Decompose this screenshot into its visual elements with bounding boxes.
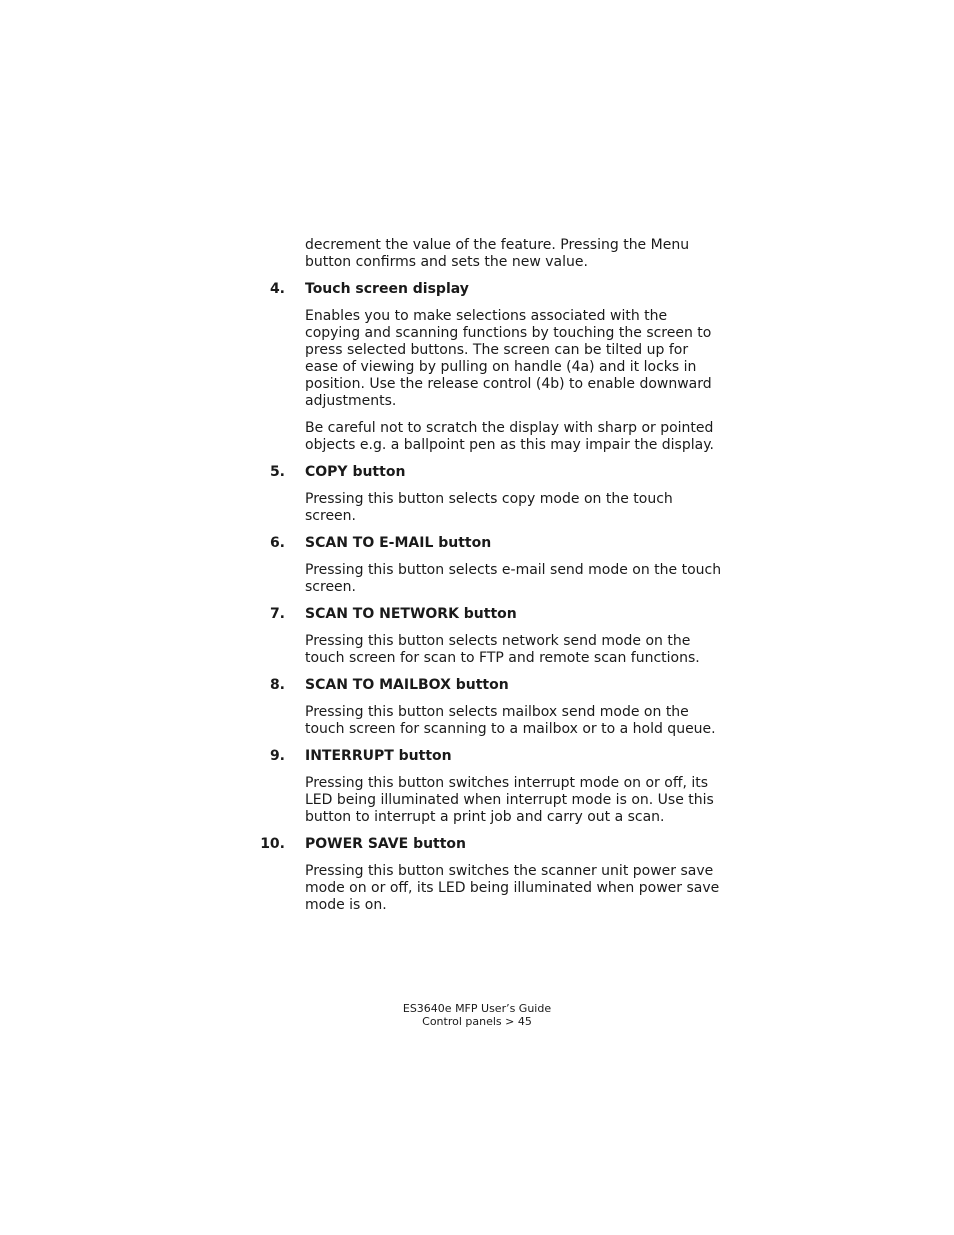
item-title: INTERRUPT button	[305, 748, 452, 764]
item-title: SCAN TO NETWORK button	[305, 606, 517, 622]
item-heading	[269, 464, 725, 481]
item-number: 8.	[269, 677, 285, 693]
list-item	[260, 836, 725, 914]
intro-paragraph: decrement the value of the feature. Pressing the Menu button confirms and sets the new value.	[305, 237, 690, 270]
item-paragraph: Pressing this button selects mailbox send mode on the touch screen for scanning to a mailbox or to a hold queue.	[305, 704, 716, 737]
item-paragraph: Pressing this button switches interrupt mode on or off, its LED being illuminated when interrupt mode is on. Use this button to interrupt a print job and carry out a scan.	[305, 775, 714, 825]
item-paragraph: Pressing this button selects copy mode on the touch screen.	[305, 491, 673, 524]
item-title: POWER SAVE button	[305, 836, 467, 852]
item-number: 6.	[269, 535, 285, 551]
page-content	[260, 237, 725, 924]
item-number: 4.	[269, 281, 285, 297]
item-paragraph: Pressing this button selects network send mode on the touch screen for scan to FTP and remote scan functions.	[305, 633, 700, 666]
item-paragraph: Enables you to make selections associated with the copying and scanning functions by touching the screen to press selected buttons. The screen can be tilted up for ease of viewing by pulling on handle (4a) and it locks in position. Use the release control (4b) to enable downward adjustments.	[305, 308, 712, 409]
item-title: Touch screen display	[305, 281, 469, 297]
list-item	[269, 748, 725, 826]
item-heading	[269, 606, 725, 623]
item-title: SCAN TO MAILBOX button	[305, 677, 509, 693]
list-item	[269, 677, 725, 738]
item-heading	[269, 677, 725, 694]
item-paragraph: Pressing this button selects e-mail send mode on the touch screen.	[305, 562, 722, 595]
list-item	[269, 606, 725, 667]
page-footer	[0, 1002, 954, 1028]
item-title: COPY button	[305, 464, 406, 480]
item-number: 5.	[269, 464, 285, 480]
item-paragraph: Pressing this button switches the scanner unit power save mode on or off, its LED being illuminated when power save mode is on.	[305, 863, 720, 913]
item-heading	[269, 535, 725, 552]
item-heading	[269, 748, 725, 765]
item-title: SCAN TO E-MAIL button	[305, 535, 492, 551]
item-paragraph: Be careful not to scratch the display with sharp or pointed objects e.g. a ballpoint pen as this may impair the display.	[305, 420, 714, 453]
footer-guide-title: ES3640e MFP User’s Guide	[402, 1002, 552, 1015]
list-item	[269, 281, 725, 454]
list-item	[269, 464, 725, 525]
item-number: 9.	[269, 748, 285, 764]
list-item	[269, 535, 725, 596]
item-number: 7.	[269, 606, 285, 622]
item-number: 10.	[260, 836, 285, 852]
item-heading	[260, 836, 725, 853]
footer-section: Control panels > 45	[422, 1015, 532, 1028]
item-heading	[269, 281, 725, 298]
